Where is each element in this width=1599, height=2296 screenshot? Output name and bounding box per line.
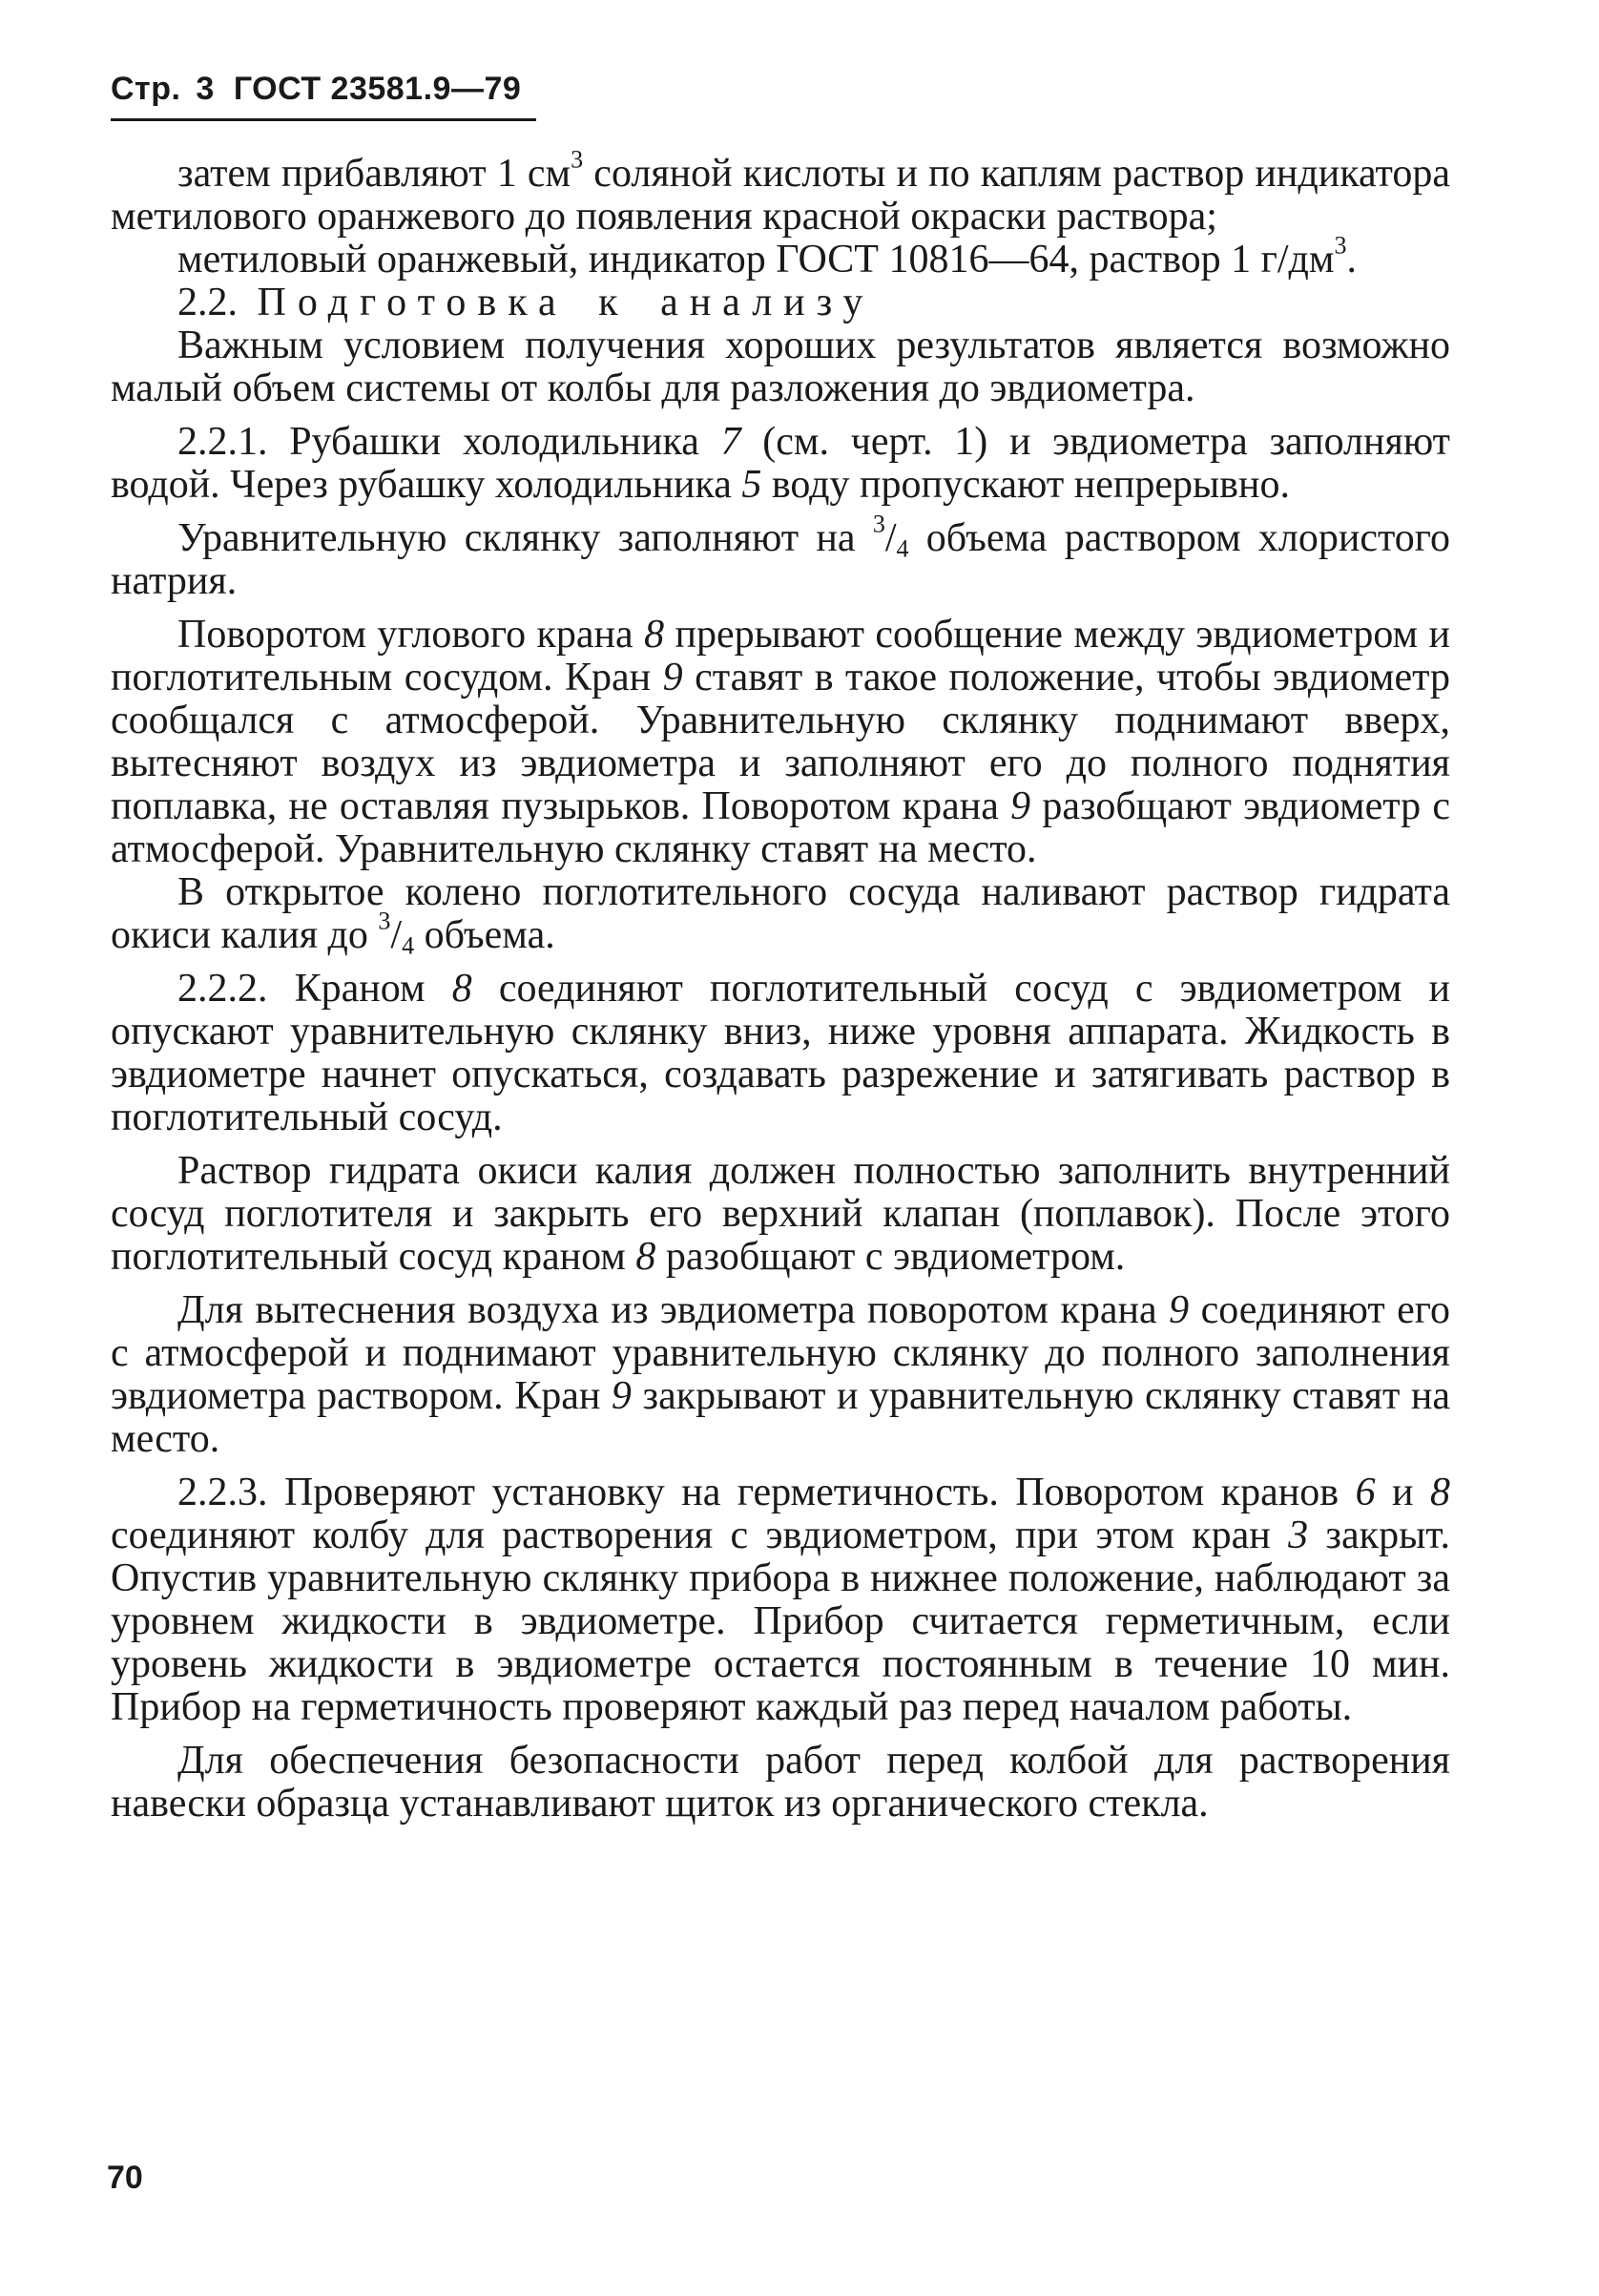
- section-heading-2-2: 2.2. Подготовка к анализу: [177, 281, 875, 324]
- document-body: [111, 145, 1451, 1826]
- page-number: 70: [107, 2160, 143, 2196]
- paragraph-2-2-1: 2.2.1. Рубашки холодильника 7 (см. черт. 1) и эвдиометра заполняют водой. Через рубашку холодильника 5 воду пропускают непрерывно.: [111, 420, 1450, 507]
- header-page-prefix: Стр.: [111, 71, 181, 107]
- paragraph-11: Для вытеснения воздуха из эвдиометра поворотом крана 9 соединяют его с атмосферой и поднимают уравнительную склянку до полного заполнения эвдиометра раствором. Кран 9 закрывают и уравнительную склянку ставят на место.: [111, 1288, 1450, 1461]
- paragraph-2-2-3: 2.2.3. Проверяют установку на герметичность. Поворотом кранов 6 и 8 соединяют колбу для растворения с эвдиометром, при этом кран 3 закрыт. Опустив уравнительную склянку прибора в нижнее положение, наблюдают за уровнем жидкости в эвдиометре. Прибор считается герметичным, если уровень жидкости в эвдиометре остается постоянным в течение 10 мин. Прибор на герметичность проверяют каждый раз перед началом работы.: [111, 1471, 1450, 1729]
- paragraph-1: затем прибавляют 1 $см^3$ соляной кислоты и по каплям раствор индикатора метилового оранжевого до появления красной окраски раствора;: [111, 145, 1450, 239]
- paragraph-2-2-2: 2.2.2. Краном 8 соединяют поглотительный сосуд с эвдиометром и опускают уравнительную склянку вниз, ниже уровня аппарата. Жидкость в эвдиометре начнет опускаться, создавать разрежение и затягивать раствор в поглотительный сосуд.: [111, 967, 1450, 1139]
- paragraph-7: Поворотом углового крана 8 прерывают сообщение между эвдиометром и поглотительным сосудом. Кран 9 ставят в такое положение, чтобы эвдиометр сообщался с атмосферой. Уравнительную склянку поднимают вверх, вытесняют воздух из эвдиометра и заполняют его до полного поднятия поплавка, не оставляя пузырьков. Поворотом крана 9 разобщают эвдиометр с атмосферой. Уравнительную склянку ставят на место.: [111, 613, 1451, 871]
- header-page-number: 3: [196, 71, 215, 107]
- paragraph-10: Раствор гидрата окиси калия должен полностью заполнить внутренний сосуд поглотителя и закрыть его верхний клапан (поплавок). После этого поглотительный сосуд краном 8 разобщают с эвдиометром.: [111, 1149, 1450, 1279]
- paragraph-13: Для обеспечения безопасности работ перед колбой для растворения навески образца устанавливают щиток из органического стекла.: [111, 1739, 1450, 1826]
- header-standard-code: ГОСТ 23581.9—79: [233, 71, 522, 107]
- paragraph-8: В открытое колено поглотительного сосуда наливают раствор гидрата окиси калия до $^3/_4$ объема.: [111, 870, 1450, 960]
- running-header: [111, 71, 521, 108]
- header-rule: [111, 118, 536, 121]
- paragraph-2: метиловый оранжевый, индикатор ГОСТ 10816—64, раствор 1 $г/дм^3$.: [177, 231, 1357, 282]
- paragraph-4: Важным условием получения хороших результатов является возможно малый объем системы от колбы для разложения до эвдиометра.: [111, 324, 1450, 410]
- paragraph-6: Уравнительную склянку заполняют на $^3/_4$ объема раствором хлористого натрия.: [111, 510, 1450, 603]
